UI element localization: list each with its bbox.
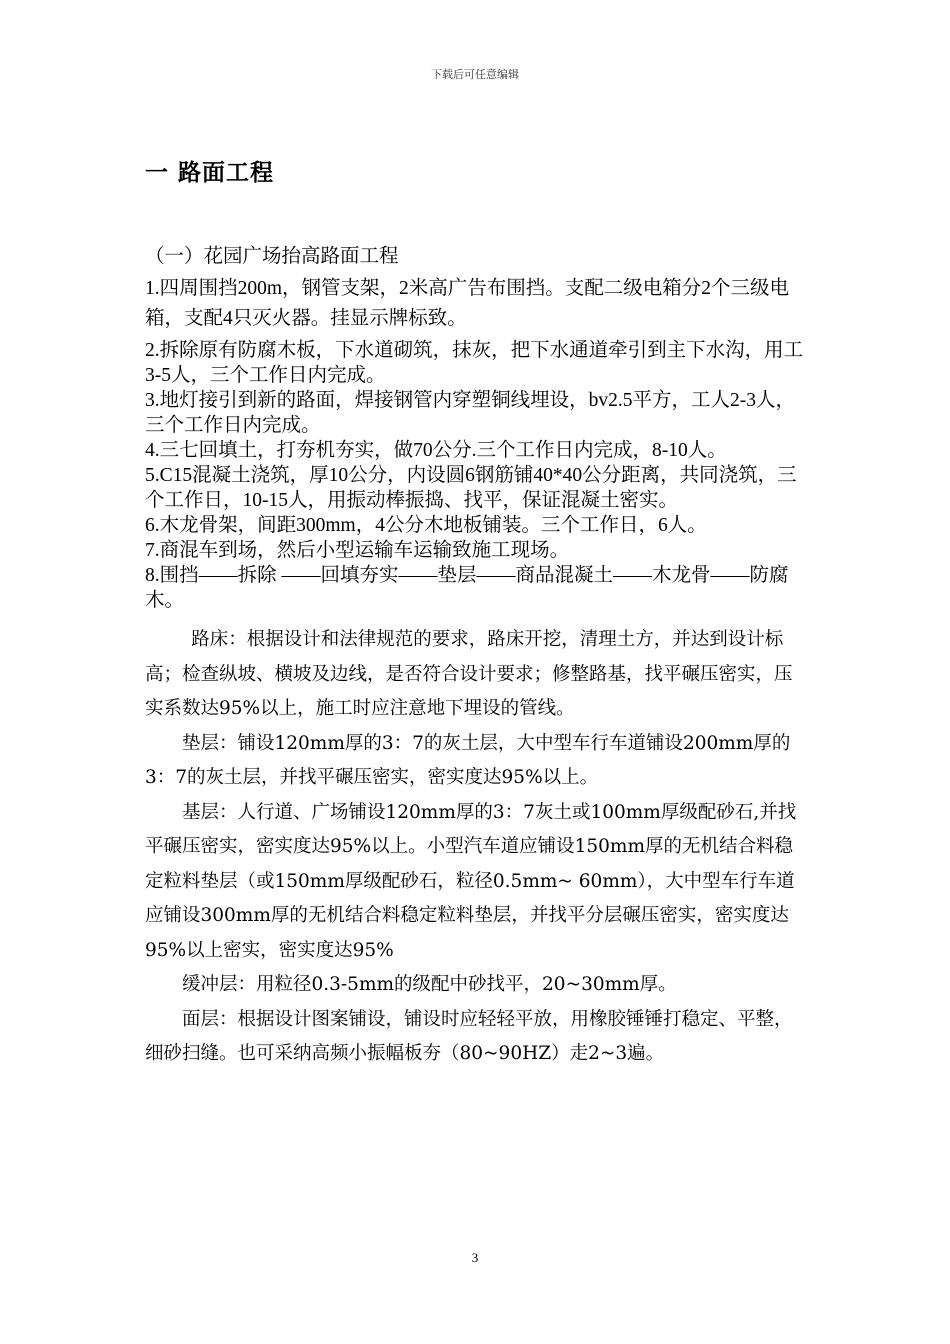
list-item: 2.拆除原有防腐木板，下水道砌筑，抹灰，把下水通道牵引到主下水沟，用工3-5人，三个工作日内完成。 <box>145 340 804 386</box>
list-item: 5.C15混凝土浇筑，厚10公分，内设圆6钢筋铺40*40公分距离，共同浇筑，三个工作日，10-15人，用振动棒振捣、找平，保证混凝土密实。 <box>145 465 797 511</box>
header-note: 下载后可任意编辑 <box>431 68 519 81</box>
document-body <box>145 242 810 1072</box>
paragraph-buffer: 缓冲层：用粒径0.3-5mm的级配中砂找平，20~30mm厚。 <box>182 974 677 995</box>
list-item: 7.商混车到场，然后小型运输车运输致施工现场。 <box>145 540 570 561</box>
paragraph-roadbed: 路床：根据设计和法律规范的要求，路床开挖，清理土方，并达到设计标高；检查纵坡、横坡及边线，是否符合设计要求；修整路基，找平碾压密实，压实系数达95%以上，施工时应注意地下埋设的管线。 <box>145 629 793 719</box>
paragraph-cushion: 垫层：铺设120mm厚的3：7的灰土层，大中型车行车道铺设200mm厚的3：7的灰土层，并找平碾压密实，密实度达95%以上。 <box>145 732 791 788</box>
subsection-title: （一）花园广场抬高路面工程 <box>145 246 399 267</box>
page-number: 3 <box>471 1250 479 1265</box>
section-title: 一 路面工程 <box>145 160 275 186</box>
list-item: 4.三七回填土，打夯机夯实，做70公分.三个工作日内完成，8-10人。 <box>145 440 727 461</box>
paragraph-base: 基层：人行道、广场铺设120mm厚的3：7灰土或100mm厚级配砂石,并找平碾压密实，密实度达95%以上。小型汽车道应铺设150mm厚的无机结合料稳定粒料垫层（或150mm厚级配砂石，粒径0.5mm~ 60mm），大中型车行车道应铺设300mm厚的无机结合料稳定粒料垫层，并找平分层碾压密实，密实度达95%以上密实，密实度达95% <box>145 801 797 961</box>
list-item: 6.木龙骨架，间距300mm，4公分木地板铺装。三个工作日，6人。 <box>145 515 707 536</box>
list-item: 8.围挡——拆除 ——回填夯实——垫层——商品混凝土——木龙骨——防腐木。 <box>145 565 789 611</box>
paragraph-surface: 面层：根据设计图案铺设，铺设时应轻轻平放，用橡胶锤锤打稳定、平整，细砂扫缝。也可采纳高频小振幅板夯（80~90HZ）走2~3遍。 <box>145 1008 793 1064</box>
list-item: 1.四周围挡200m，钢管支架，2米高广告布围挡。支配二级电箱分2个三级电箱，支配4只灭火器。挂显示牌标致。 <box>145 278 790 329</box>
list-item: 3.地灯接引到新的路面，焊接钢管内穿塑铜线埋设，bv2.5平方，工人2-3人，三个工作日内完成。 <box>145 390 795 436</box>
